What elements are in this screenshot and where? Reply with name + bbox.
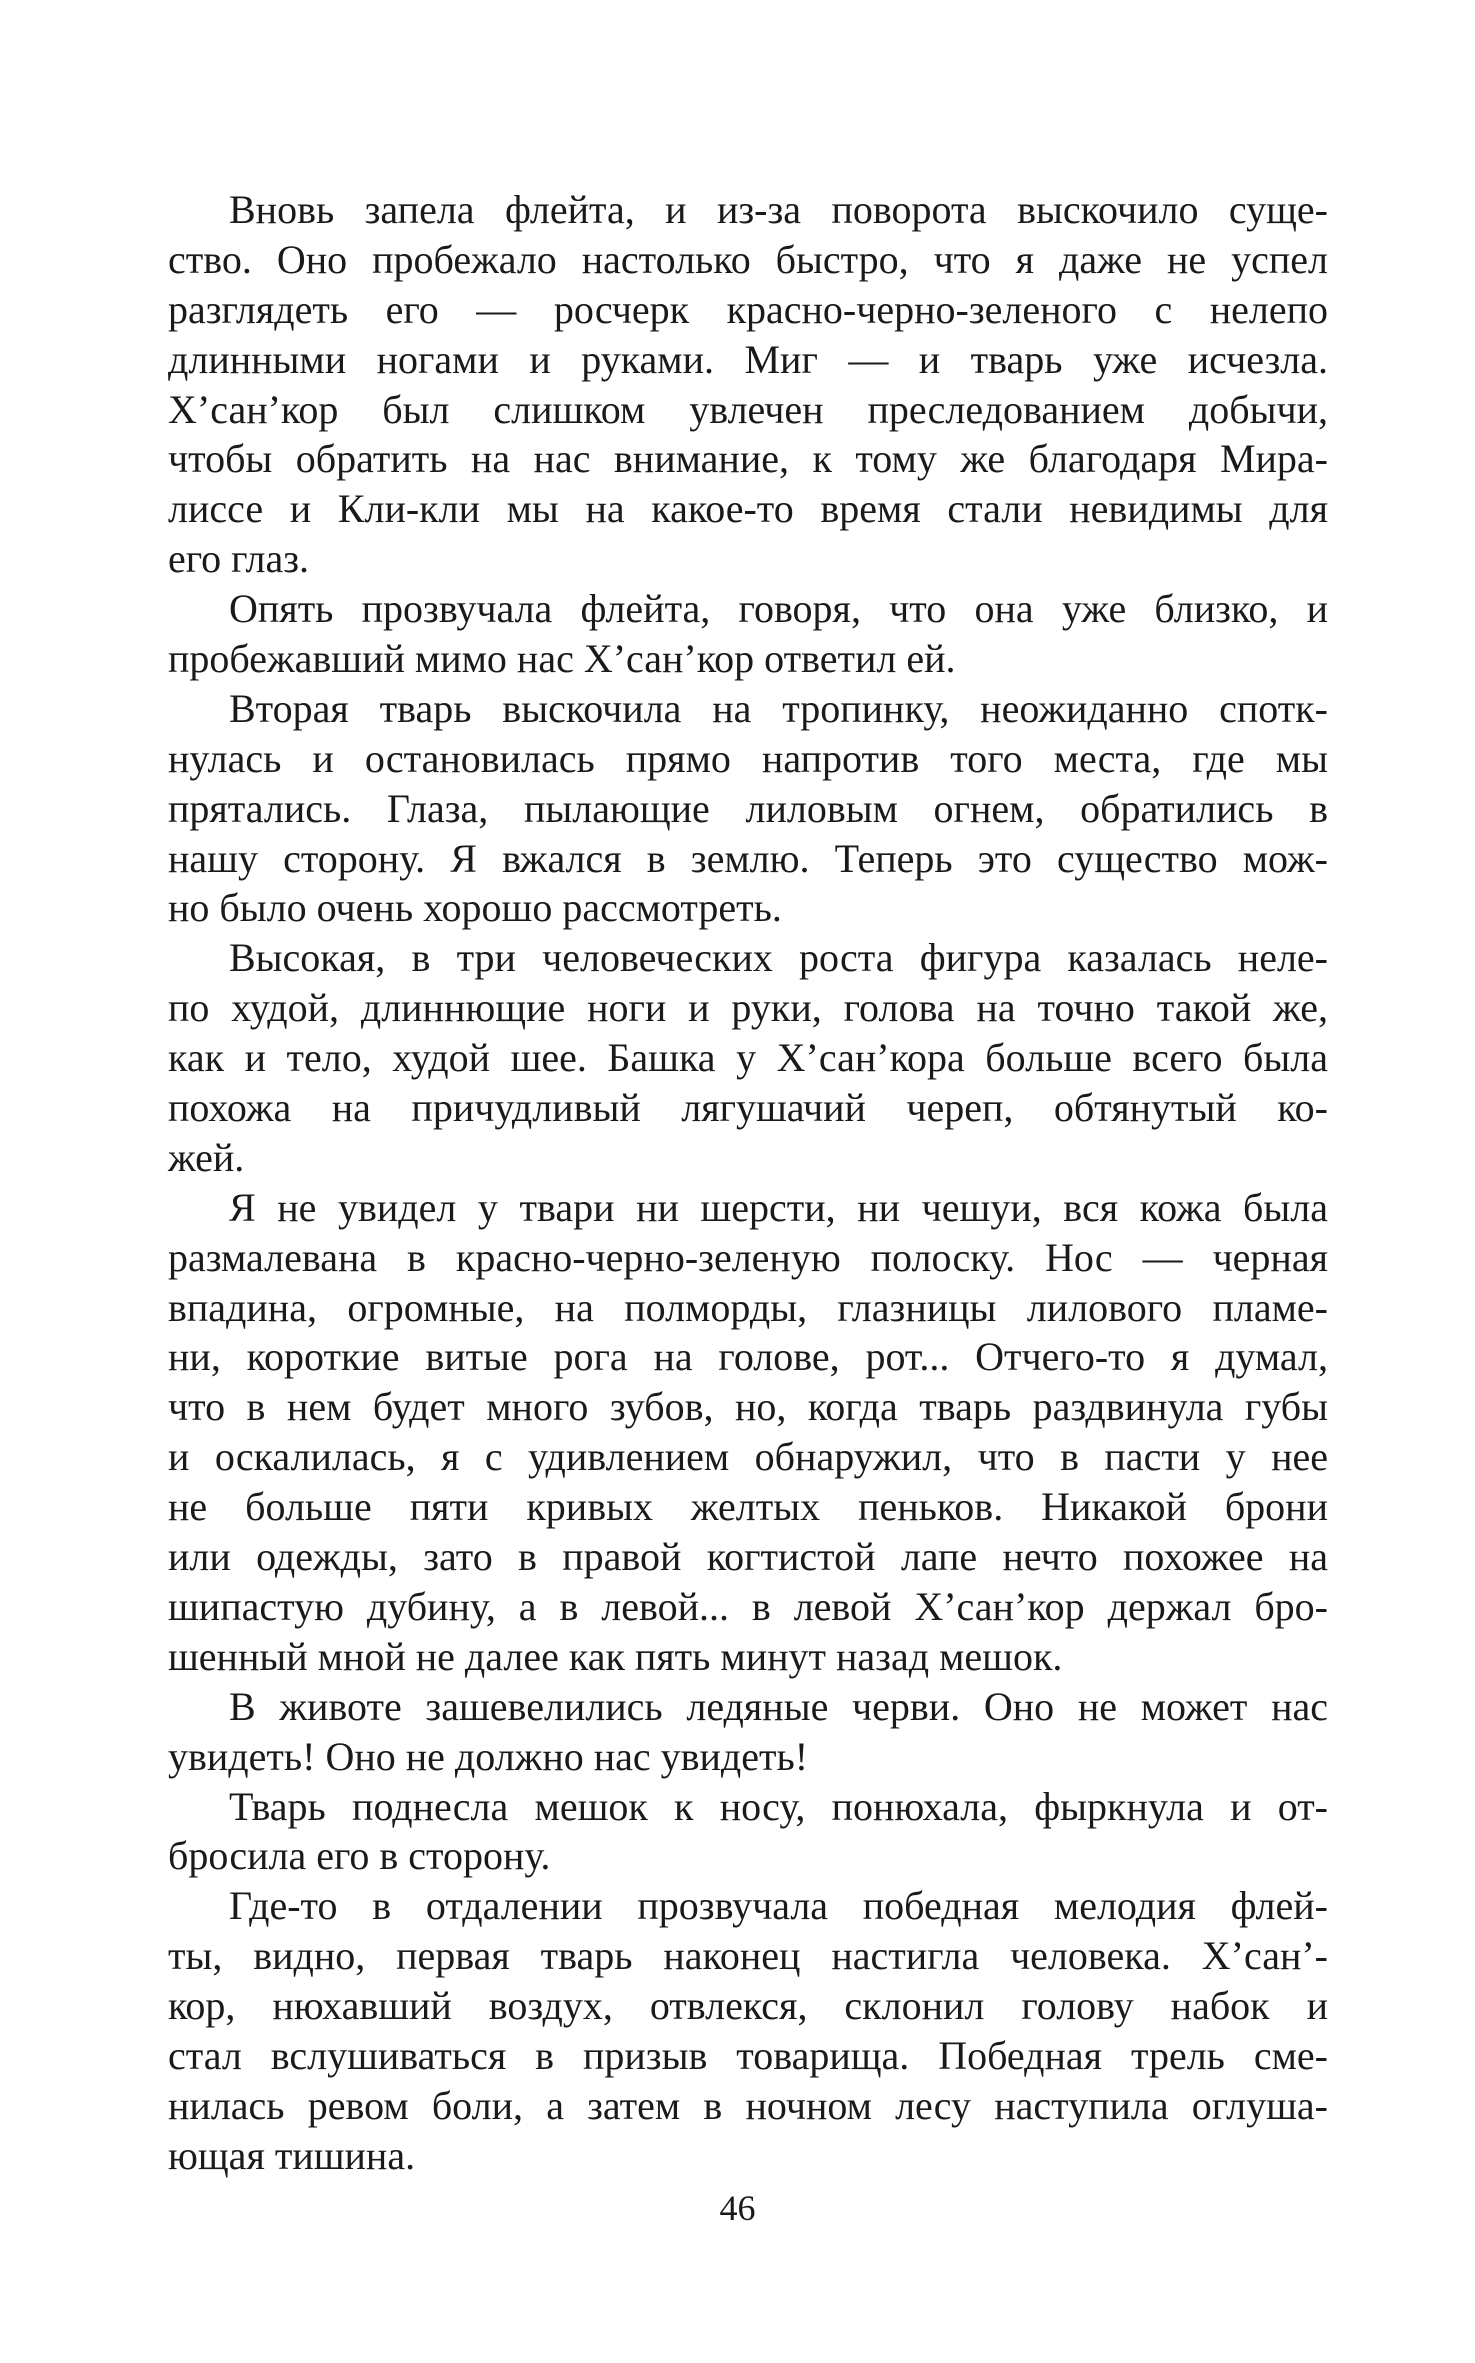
text-line: его глаз. — [168, 536, 310, 582]
text-line: шипастую дубину, а в левой... в левой Х’сан’кор держал бро- — [168, 1583, 1328, 1629]
text-line: Тварь поднесла мешок к носу, понюхала, фыркнула и от- — [229, 1783, 1328, 1829]
text-line: Высокая, в три человеческих роста фигура казалась неле- — [229, 935, 1328, 981]
text-line: размалевана в красно-черно-зеленую полоску. Нос — черная — [168, 1234, 1328, 1280]
text-line: бросила его в сторону. — [168, 1833, 551, 1879]
text-line: нилась ревом боли, а затем в ночном лесу наступила оглуша- — [168, 2082, 1328, 2128]
text-line: или одежды, зато в правой когтистой лапе нечто похожее на — [168, 1534, 1328, 1580]
text-line: что в нем будет много зубов, но, когда тварь раздвинула губы — [168, 1384, 1328, 1430]
text-line: кор, нюхавший воздух, отвлекся, склонил голову набок и — [168, 1983, 1328, 2029]
text-line: Вторая тварь выскочила на тропинку, неожиданно спотк- — [229, 685, 1328, 731]
text-line: разглядеть его — росчерк красно-черно-зеленого с нелепо — [168, 286, 1328, 332]
text-line: и оскалилась, я с удивлением обнаружил, что в пасти у нее — [168, 1434, 1328, 1480]
body-text — [168, 185, 1328, 2181]
text-line: как и тело, худой шее. Башка у Х’сан’кора больше всего была — [168, 1035, 1328, 1081]
text-line: чтобы обратить на нас внимание, к тому же благодаря Мира- — [168, 436, 1328, 482]
page-number: 46 — [719, 2188, 756, 2228]
text-line: Где-то в отдалении прозвучала победная мелодия флей- — [229, 1883, 1328, 1929]
text-line: похожа на причудливый лягушачий череп, обтянутый ко- — [168, 1085, 1328, 1131]
text-line: нулась и остановилась прямо напротив того места, где мы — [168, 735, 1328, 781]
text-line: ство. Оно пробежало настолько быстро, что я даже не успел — [168, 236, 1328, 282]
text-line: длинными ногами и руками. Миг — и тварь уже исчезла. — [168, 336, 1328, 382]
text-line: Х’сан’кор был слишком увлечен преследованием добычи, — [168, 386, 1328, 432]
text-line: увидеть! Оно не должно нас увидеть! — [168, 1733, 809, 1779]
text-line: Опять прозвучала флейта, говоря, что она уже близко, и — [229, 586, 1328, 632]
text-line: прятались. Глаза, пылающие лиловым огнем, обратились в — [168, 785, 1328, 831]
text-line: жей. — [168, 1134, 245, 1180]
text-line: но было очень хорошо рассмотреть. — [168, 885, 782, 931]
text-line: Я не увидел у твари ни шерсти, ни чешуи, вся кожа была — [229, 1184, 1328, 1230]
text-line: пробежавший мимо нас Х’сан’кор ответил ей. — [168, 636, 956, 682]
text-line: В животе зашевелились ледяные черви. Оно не может нас — [229, 1683, 1328, 1729]
text-line: ты, видно, первая тварь наконец настигла человека. Х’сан’- — [168, 1933, 1328, 1979]
text-line: впадина, огромные, на полморды, глазницы лилового пламе- — [168, 1284, 1328, 1330]
text-line: по худой, длиннющие ноги и руки, голова на точно такой же, — [168, 985, 1328, 1031]
text-line: Вновь запела флейта, и из-за поворота выскочило суще- — [229, 187, 1328, 232]
text-line: стал вслушиваться в призыв товарища. Победная трель сме- — [168, 2032, 1328, 2078]
text-line: ни, короткие витые рога на голове, рот... Отчего-то я думал, — [168, 1334, 1328, 1380]
text-line: ющая тишина. — [168, 2132, 416, 2178]
text-line: не больше пяти кривых желтых пеньков. Никакой брони — [168, 1484, 1328, 1530]
text-line: лиссе и Кли-кли мы на какое-то время стали невидимы для — [168, 486, 1328, 532]
text-line: нашу сторону. Я вжался в землю. Теперь это существо мож- — [168, 835, 1328, 881]
text-line: шенный мной не далее как пять минут назад мешок. — [168, 1633, 1063, 1679]
